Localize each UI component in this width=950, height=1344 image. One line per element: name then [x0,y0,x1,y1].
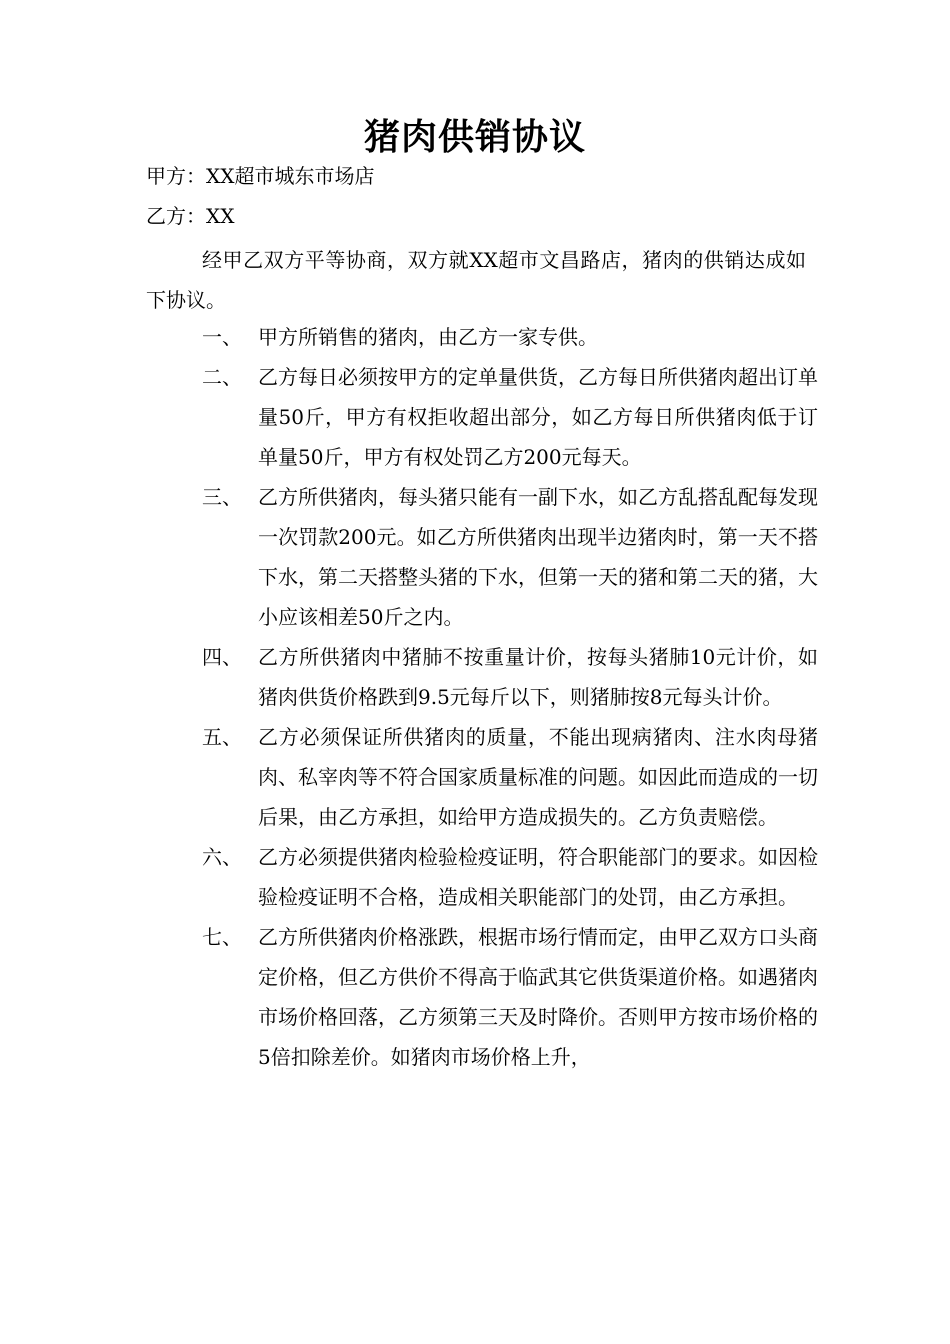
clause-item [146,837,818,917]
clause-text: 乙方必须保证所供猪肉的质量，不能出现病猪肉、注水肉母猪肉、私宰肉等不符合国家质量标准的问题。如因此而造成的一切后果，由乙方承担，如给甲方造成损失的。乙方负责赔偿。 [258,725,818,829]
clause-number: 七、 [202,925,242,949]
clause-text: 乙方必须提供猪肉检验检疫证明，符合职能部门的要求。如因检验检疫证明不合格，造成相关职能部门的处罚，由乙方承担。 [258,845,818,909]
clause-text: 乙方所供猪肉价格涨跌，根据市场行情而定，由甲乙双方口头商定价格，但乙方供价不得高于临武其它供货渠道价格。如遇猪肉市场价格回落，乙方须第三天及时降价。否则甲方按市场价格的5倍扣除差价。如猪肉市场价格上升， [258,925,818,1069]
clause-item [146,357,818,477]
clause-text: 乙方所供猪肉中猪肺不按重量计价，按每头猪肺10元计价，如猪肉供货价格跌到9.5元每斤以下，则猪肺按8元每头计价。 [258,645,818,709]
clause-number: 二、 [202,365,242,389]
clause-item [146,477,818,637]
clause-item [146,917,818,1077]
clause-item [146,717,818,837]
document-title: 猪肉供销协议 [363,117,586,158]
party-a-line: 甲方：XX超市城东市场店 [146,164,375,188]
clause-number: 六、 [202,845,242,869]
clause-item [146,637,818,717]
clause-text: 乙方每日必须按甲方的定单量供货，乙方每日所供猪肉超出订单量50斤，甲方有权拒收超出部分，如乙方每日所供猪肉低于订单量50斤，甲方有权处罚乙方200元每天。 [258,365,818,469]
intro-paragraph: 经甲乙双方平等协商，双方就XX超市文昌路店，猪肉的供销达成如下协议。 [146,248,806,312]
clause-number: 三、 [202,485,242,509]
party-b-line: 乙方：XX [146,204,235,228]
clause-text: 乙方所供猪肉，每头猪只能有一副下水，如乙方乱搭乱配每发现一次罚款200元。如乙方所供猪肉出现半边猪肉时，第一天不搭下水，第二天搭整头猪的下水，但第一天的猪和第二天的猪，大小应该相差50斤之内。 [258,485,818,629]
clause-number: 五、 [202,725,242,749]
clause-text: 甲方所销售的猪肉，由乙方一家专供。 [258,325,598,349]
clause-list [146,317,818,1077]
clause-number: 四、 [202,645,242,669]
clause-number: 一、 [202,325,242,349]
clause-item [146,317,818,357]
